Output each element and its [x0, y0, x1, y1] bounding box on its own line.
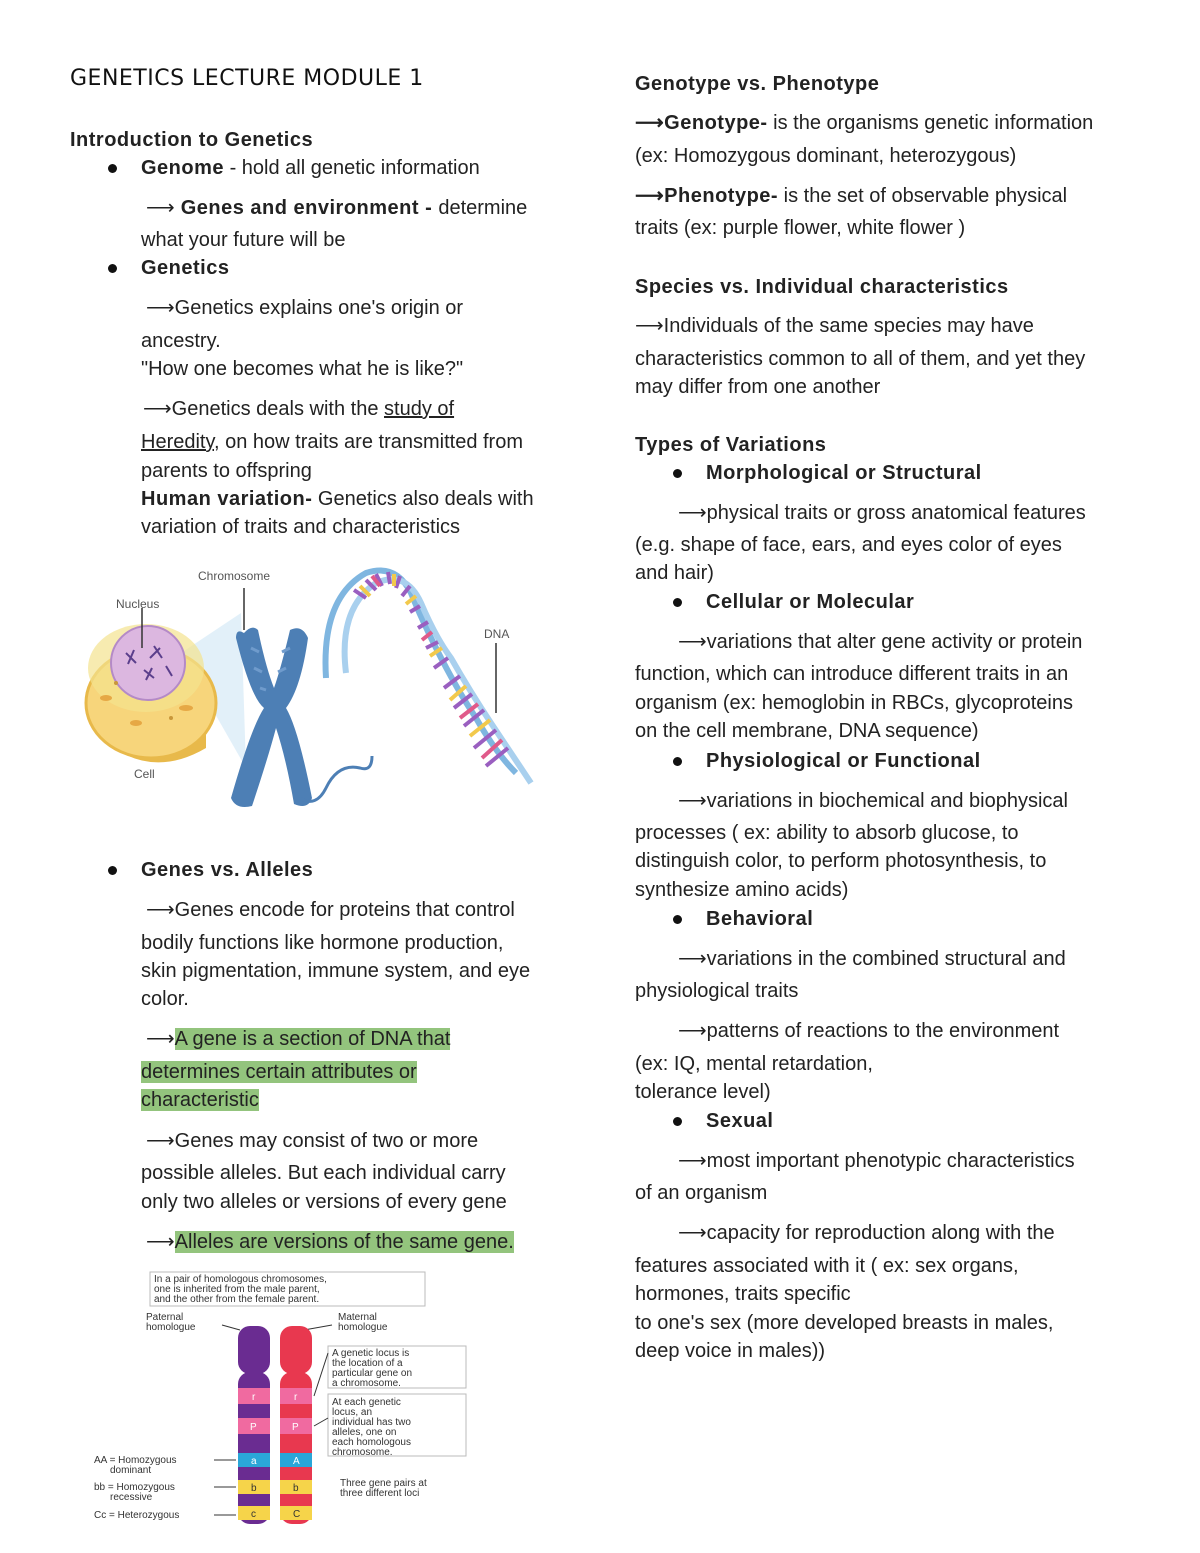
genes-environment-def: determine	[438, 197, 528, 219]
arrow-icon: ⟶	[146, 1028, 175, 1050]
morphological-line-3: and hair)	[635, 562, 714, 584]
page-title: GENETICS LECTURE MODULE 1	[70, 66, 424, 91]
genotype-label: recessive	[110, 1492, 153, 1503]
bullet	[673, 1117, 682, 1126]
band-letter: P	[292, 1422, 299, 1433]
alleles-definition-line	[146, 1228, 514, 1256]
human-variation-line	[141, 485, 534, 513]
species-line-3: may differ from one another	[635, 376, 881, 398]
band-letter: c	[251, 1509, 256, 1520]
genotype-example: (ex: Homozygous dominant, heterozygous)	[635, 145, 1017, 167]
leader-line	[314, 1418, 328, 1426]
gene-definition-line-2	[141, 1058, 417, 1086]
alleles-line-3: only two alleles or versions of every gene	[141, 1191, 507, 1213]
physiological-term: Physiological or Functional	[706, 750, 981, 772]
sexual-line-5: hormones, traits specific	[635, 1283, 851, 1305]
locus-note: particular gene on	[332, 1368, 413, 1379]
cellular-line: ⟶variations that alter gene activity or protein	[678, 631, 1083, 653]
gene-definition-line	[146, 1025, 450, 1053]
alleles-note: chromosome.	[332, 1447, 393, 1458]
band-letter: b	[293, 1483, 299, 1494]
human-variation-def: Genetics also deals with	[312, 488, 534, 510]
behavioral-line-5: tolerance level)	[635, 1081, 771, 1103]
physiological-line-2: processes ( ex: ability to absorb glucose, to	[635, 822, 1019, 844]
chromosome-diagram	[231, 628, 372, 807]
species-heading: Species vs. Individual characteristics	[635, 276, 1009, 298]
leader-line	[222, 1325, 240, 1330]
intro-heading: Introduction to Genetics	[70, 129, 314, 151]
sexual-line-4: features associated with it ( ex: sex organs,	[635, 1255, 1019, 1277]
band-letter: r	[294, 1392, 298, 1403]
human-variation-def-cont: variation of traits and characteristics	[141, 516, 461, 538]
behavioral-line-3: ⟶patterns of reactions to the environment	[678, 1020, 1060, 1042]
alleles-line: ⟶Genes may consist of two or more	[146, 1130, 479, 1152]
three-pairs-note: three different loci	[340, 1488, 420, 1499]
leader-line	[314, 1353, 328, 1396]
heredity-line	[143, 395, 454, 423]
genes-encode-line: ⟶Genes encode for proteins that control	[146, 899, 515, 921]
behavioral-line-2: physiological traits	[635, 980, 799, 1002]
locus-note: a chromosome.	[332, 1378, 401, 1389]
cellular-term: Cellular or Molecular	[706, 591, 915, 613]
species-line-2: characteristics common to all of them, and yet they	[635, 348, 1086, 370]
sexual-line: ⟶most important phenotypic characteristics	[678, 1150, 1075, 1172]
bullet	[108, 264, 117, 273]
gene-definition-highlight: determines certain attributes or	[141, 1061, 417, 1083]
band-letter: A	[293, 1456, 300, 1467]
bullet	[673, 915, 682, 924]
genome-term: Genome	[141, 157, 225, 179]
genes-encode-line-2: bodily functions like hormone production,	[141, 932, 504, 954]
behavioral-term: Behavioral	[706, 908, 814, 930]
nucleus-label: Nucleus	[116, 597, 160, 611]
alleles-note: each homologous	[332, 1437, 411, 1448]
maternal-label: homologue	[338, 1322, 388, 1333]
genes-environment-term: Genes and environment -	[174, 197, 439, 219]
dna-helix	[326, 571, 532, 784]
band-letter: r	[252, 1392, 256, 1403]
sexual-line-6: to one's sex (more developed breasts in males,	[635, 1312, 1054, 1334]
bullet	[673, 598, 682, 607]
genotype-term: ⟶Genotype-	[635, 112, 768, 134]
locus-note: A genetic locus is	[332, 1348, 410, 1359]
locus-note: the location of a	[332, 1358, 403, 1369]
physiological-line-3: distinguish color, to perform photosynthesis, to	[635, 850, 1047, 872]
genotype-label: bb = Homozygous	[94, 1482, 175, 1493]
dna-label: DNA	[484, 627, 510, 641]
bullet	[673, 469, 682, 478]
arrow-icon: ⟶	[146, 197, 175, 219]
band-letter: b	[251, 1483, 257, 1494]
sexual-line-7: deep voice in males))	[635, 1340, 826, 1362]
band-letter: P	[250, 1422, 257, 1433]
band-letter: a	[251, 1456, 257, 1467]
phenotype-example: traits (ex: purple flower, white flower )	[635, 217, 966, 239]
phenotype-def: is the set of observable physical	[778, 185, 1068, 207]
genotype-label: AA = Homozygous	[94, 1455, 177, 1466]
genes-environment-line	[146, 194, 527, 222]
band-letter: C	[293, 1509, 301, 1520]
origin-line: ⟶Genetics explains one's origin or	[146, 297, 464, 319]
cellular-line-3: organism (ex: hemoglobin in RBCs, glycoproteins	[635, 692, 1073, 714]
note-line: and the other from the female parent.	[154, 1294, 320, 1305]
genes-alleles-term: Genes vs. Alleles	[141, 859, 314, 881]
alleles-note: alleles, one on	[332, 1427, 397, 1438]
human-variation-term: Human variation-	[141, 488, 313, 510]
gene-definition-line-3	[141, 1086, 259, 1114]
alleles-line-2: possible alleles. But each individual carry	[141, 1162, 506, 1184]
alleles-note: locus, an	[332, 1407, 373, 1418]
alleles-definition-highlight: Alleles are versions of the same gene.	[174, 1231, 514, 1253]
alleles-note: At each genetic	[332, 1397, 401, 1408]
gene-definition-highlight: A gene is a section of DNA that	[174, 1028, 451, 1050]
genetics-term: Genetics	[141, 257, 230, 279]
genotype-line	[635, 109, 1093, 137]
heredity-text: ⟶Genetics deals with the	[143, 398, 385, 420]
homologous-chromosomes-figure	[92, 1268, 472, 1530]
heredity-link: Heredity	[141, 431, 214, 453]
bullet	[108, 164, 117, 173]
bullet	[673, 757, 682, 766]
genotype-label: Cc = Heterozygous	[94, 1510, 180, 1521]
heredity-post: , on how traits are transmitted from	[214, 431, 524, 453]
morphological-line-2: (e.g. shape of face, ears, and eyes color of eyes	[635, 534, 1062, 556]
morphological-line: ⟶physical traits or gross anatomical features	[678, 502, 1086, 524]
genome-item	[141, 154, 480, 182]
sexual-line-3: ⟶capacity for reproduction along with the	[678, 1222, 1055, 1244]
sexual-line-2: of an organism	[635, 1182, 768, 1204]
behavioral-line-4: (ex: IQ, mental retardation,	[635, 1053, 873, 1075]
maternal-label: Maternal	[338, 1312, 377, 1323]
cell-chromosome-dna-figure	[76, 558, 566, 828]
genome-definition: - hold all genetic information	[224, 157, 480, 179]
heredity-line-2	[141, 428, 523, 456]
cell-label: Cell	[134, 767, 155, 781]
physiological-line: ⟶variations in biochemical and biophysical	[678, 790, 1068, 812]
cellular-line-2: function, which can introduce different traits in an	[635, 663, 1069, 685]
three-pairs-note: Three gene pairs at	[340, 1478, 427, 1489]
genotype-def: is the organisms genetic information	[767, 112, 1094, 134]
note-line: one is inherited from the male parent,	[154, 1284, 320, 1295]
sexual-term: Sexual	[706, 1110, 774, 1132]
species-line: ⟶Individuals of the same species may have	[635, 315, 1034, 337]
bullet	[108, 866, 117, 875]
heredity-line-3: parents to offspring	[141, 460, 312, 482]
physiological-line-4: synthesize amino acids)	[635, 879, 849, 901]
note-line: In a pair of homologous chromosomes,	[154, 1274, 327, 1285]
genes-encode-line-4: color.	[141, 988, 189, 1010]
chromosome-label: Chromosome	[198, 569, 271, 583]
origin-line-cont: ancestry.	[141, 330, 221, 352]
phenotype-line	[635, 182, 1067, 210]
alleles-note: individual has two	[332, 1417, 411, 1428]
quote-line: "How one becomes what he is like?"	[141, 358, 464, 380]
genes-environment-def-cont: what your future will be	[141, 229, 346, 251]
study-of-link: study of	[384, 398, 455, 420]
paternal-label: Paternal	[146, 1312, 184, 1323]
genotype-label: dominant	[110, 1465, 152, 1476]
morphological-term: Morphological or Structural	[706, 462, 982, 484]
behavioral-line: ⟶variations in the combined structural and	[678, 948, 1066, 970]
arrow-icon: ⟶	[146, 1231, 175, 1253]
paternal-label: homologue	[146, 1322, 196, 1333]
genes-encode-line-3: skin pigmentation, immune system, and eye	[141, 960, 531, 982]
phenotype-term: ⟶Phenotype-	[635, 185, 779, 207]
gene-definition-highlight: characteristic	[141, 1089, 259, 1111]
cellular-line-4: on the cell membrane, DNA sequence)	[635, 720, 979, 742]
genotype-phenotype-heading: Genotype vs. Phenotype	[635, 73, 880, 95]
variations-heading: Types of Variations	[635, 434, 827, 456]
